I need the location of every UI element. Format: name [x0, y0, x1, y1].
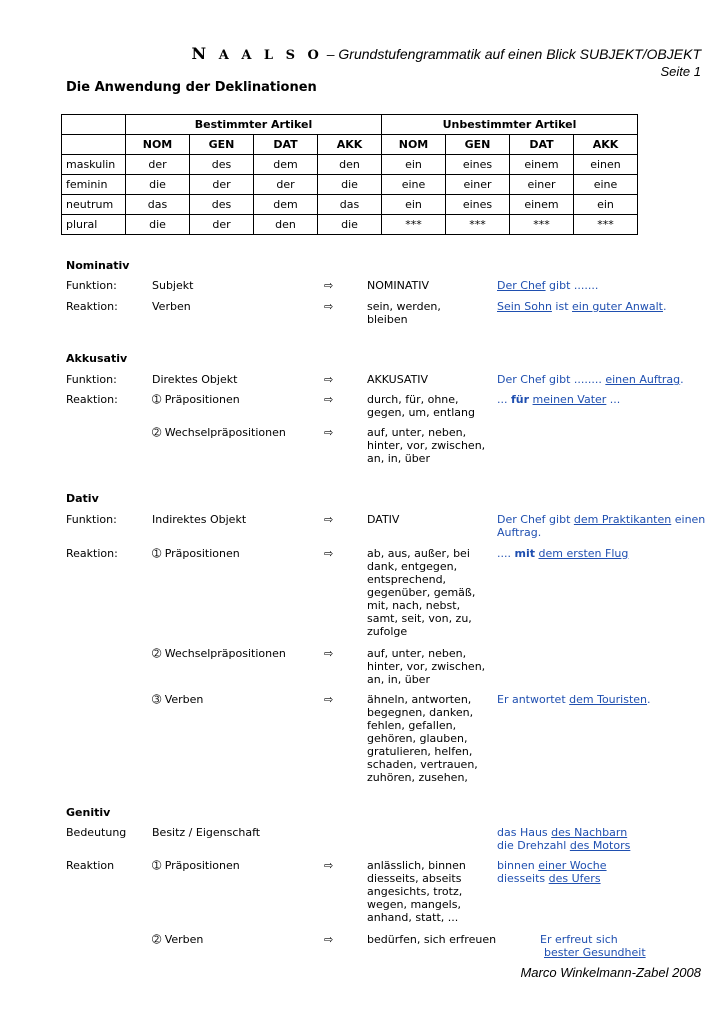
table-row [62, 195, 638, 215]
arrow-icon: ⇨ [324, 373, 334, 386]
example-text: Der Chef gibt ........ einen Auftrag. [497, 373, 684, 386]
row-label: plural [62, 215, 126, 235]
table-cell: eine [574, 175, 638, 195]
table-cell: *** [510, 215, 574, 235]
reaktion-list: auf, unter, neben, hinter, vor, zwischen, an, in, über [367, 426, 486, 465]
reaktion-list: anlässlich, binnen diesseits, abseits angesichts, trotz, wegen, mangels, anhand, statt, ... [367, 859, 466, 924]
label-reaktion: Reaktion: [66, 393, 118, 406]
section-heading-genitiv: Genitiv [66, 806, 111, 819]
table-cell: der [254, 175, 318, 195]
table-cell: die [126, 175, 190, 195]
table-cell: *** [574, 215, 638, 235]
table-cell: der [190, 215, 254, 235]
example-text: Sein Sohn ist ein guter Anwalt. [497, 300, 667, 313]
table-cell: einen [574, 155, 638, 175]
label-reaktion: Reaktion: [66, 300, 118, 313]
case-header: GEN [190, 135, 254, 155]
table-cell: ein [382, 155, 446, 175]
reaktion-list: ab, aus, außer, bei dank, entgegen, entsprechend, gegenüber, gemäß, mit, nach, nebst, samt, seit, von, zu, zufolge [367, 547, 476, 638]
table-cell: der [190, 175, 254, 195]
row-label: feminin [62, 175, 126, 195]
funktion-value: Direktes Objekt [152, 373, 238, 386]
table-cell: der [126, 155, 190, 175]
table-cell: die [318, 215, 382, 235]
arrow-icon: ⇨ [324, 300, 334, 313]
table-cell: ein [382, 195, 446, 215]
table-cell: einem [510, 155, 574, 175]
reaktion-wechselpraepositionen: ➁ Wechselpräpositionen [152, 647, 286, 660]
table-corner-2 [62, 135, 126, 155]
example-text: Er antwortet dem Touristen. [497, 693, 651, 706]
case-header: DAT [254, 135, 318, 155]
example-text: binnen einer Woche diesseits des Ufers [497, 859, 607, 885]
arrow-icon: ⇨ [324, 647, 334, 660]
page-title: Die Anwendung der Deklinationen [66, 80, 317, 95]
reaktion-list: auf, unter, neben, hinter, vor, zwischen, an, in, über [367, 647, 486, 686]
table-cell: einer [510, 175, 574, 195]
row-label: maskulin [62, 155, 126, 175]
label-bedeutung: Bedeutung [66, 826, 127, 839]
table-row [62, 175, 638, 195]
brand-logo: N A A L S O [191, 44, 323, 63]
section-heading-nominativ: Nominativ [66, 259, 130, 272]
case-result: AKKUSATIV [367, 373, 429, 386]
table-cell: eines [446, 155, 510, 175]
arrow-icon: ⇨ [324, 933, 334, 946]
case-header: GEN [446, 135, 510, 155]
case-header: AKK [318, 135, 382, 155]
case-result: NOMINATIV [367, 279, 430, 292]
header-subtitle: – Grundstufengrammatik auf einen Blick SUBJEKT/OBJEKT [326, 46, 701, 62]
reaktion-value: Verben [152, 300, 191, 313]
reaktion-praepositionen: ➀ Präpositionen [152, 547, 240, 560]
page-number: Seite 1 [660, 64, 701, 79]
label-funktion: Funktion: [66, 279, 117, 292]
table-row [62, 215, 638, 235]
example-text: Der Chef gibt ....... [497, 279, 599, 292]
table-cell: den [318, 155, 382, 175]
section-heading-dativ: Dativ [66, 492, 99, 505]
reaktion-praepositionen: ➀ Präpositionen [152, 859, 240, 872]
arrow-icon: ⇨ [324, 547, 334, 560]
header-bestimmter: Bestimmter Artikel [126, 115, 382, 135]
reaktion-verben: ➂ Verben [152, 693, 204, 706]
table-cell: des [190, 195, 254, 215]
table-cell: den [254, 215, 318, 235]
case-result: DATIV [367, 513, 400, 526]
reaktion-list: ähneln, antworten, begegnen, danken, fehlen, gefallen, gehören, glauben, gratulieren, helfen, schaden, vertrauen, zuhören, zusehen, [367, 693, 478, 784]
label-reaktion: Reaktion: [66, 547, 118, 560]
table-cell: *** [382, 215, 446, 235]
case-header: AKK [574, 135, 638, 155]
case-header: NOM [382, 135, 446, 155]
arrow-icon: ⇨ [324, 393, 334, 406]
funktion-value: Indirektes Objekt [152, 513, 247, 526]
table-row [62, 155, 638, 175]
example-text: das Haus des Nachbarn die Drehzahl des Motors [497, 826, 631, 852]
table-cell: *** [446, 215, 510, 235]
example-text: .... mit dem ersten Flug [497, 547, 629, 560]
table-cell: die [318, 175, 382, 195]
table-cell: ein [574, 195, 638, 215]
arrow-icon: ⇨ [324, 513, 334, 526]
funktion-value: Subjekt [152, 279, 194, 292]
bedeutung-value: Besitz / Eigenschaft [152, 826, 261, 839]
table-cell: dem [254, 155, 318, 175]
table-cell: eines [446, 195, 510, 215]
reaktion-wechselpraepositionen: ➁ Wechselpräpositionen [152, 426, 286, 439]
case-header: NOM [126, 135, 190, 155]
declension-table [61, 114, 638, 235]
table-cell: das [126, 195, 190, 215]
arrow-icon: ⇨ [324, 279, 334, 292]
table-cell: dem [254, 195, 318, 215]
reaktion-verben: ➁ Verben [152, 933, 204, 946]
label-funktion: Funktion: [66, 373, 117, 386]
example-text: Er erfreut sich bester Gesundheit [540, 933, 646, 959]
arrow-icon: ⇨ [324, 693, 334, 706]
section-heading-akkusativ: Akkusativ [66, 352, 128, 365]
table-cell: die [126, 215, 190, 235]
author-signature: Marco Winkelmann-Zabel 2008 [520, 965, 701, 980]
reaktion-list: bedürfen, sich erfreuen [367, 933, 497, 946]
label-reaktion: Reaktion [66, 859, 115, 872]
document-header [192, 44, 701, 63]
table-cell: einem [510, 195, 574, 215]
reaktion-praepositionen: ➀ Präpositionen [152, 393, 240, 406]
reaktion-list: durch, für, ohne, gegen, um, entlang [367, 393, 475, 419]
case-header: DAT [510, 135, 574, 155]
table-cell: das [318, 195, 382, 215]
reaktion-list: sein, werden, bleiben [367, 300, 441, 326]
label-funktion: Funktion: [66, 513, 117, 526]
table-corner [62, 115, 126, 135]
arrow-icon: ⇨ [324, 426, 334, 439]
arrow-icon: ⇨ [324, 859, 334, 872]
row-label: neutrum [62, 195, 126, 215]
example-text: Der Chef gibt dem Praktikanten einen Auftrag. [497, 513, 706, 539]
header-unbestimmter: Unbestimmter Artikel [382, 115, 638, 135]
table-cell: eine [382, 175, 446, 195]
table-cell: einer [446, 175, 510, 195]
table-cell: des [190, 155, 254, 175]
example-text: ... für meinen Vater ... [497, 393, 621, 406]
